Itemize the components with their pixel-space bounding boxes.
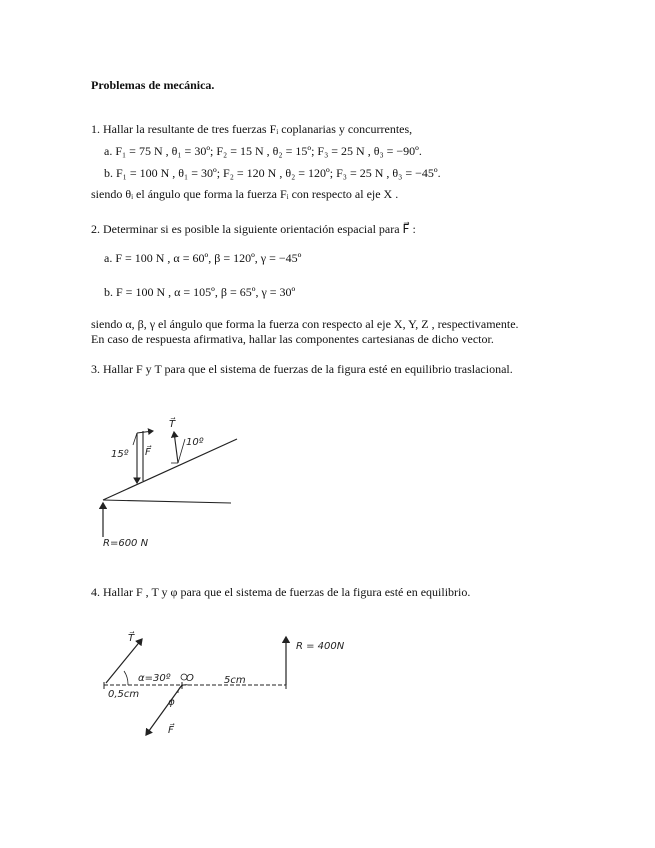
figure-4-label-R: R = 400N — [296, 641, 345, 652]
figure-4-label-O: O — [186, 673, 194, 684]
figure-4-label-alpha: α=30º — [138, 673, 171, 684]
problem-2-item-b: b. F = 100 N , α = 105º, β = 65º, γ = 30º — [104, 285, 296, 299]
figure-3-label-15: 15º — [111, 449, 129, 460]
figure-3-label-T: T⃗ — [169, 419, 176, 430]
problem-2-intro: 2. Determinar si es posible la siguiente orientación espacial para F⃗ : — [91, 222, 416, 236]
problem-2-note-1: siendo α, β, γ el ángulo que forma la fuerza con respecto al eje X, Y, Z , respectivamente. — [91, 317, 519, 331]
figure-4-label-F: F⃗ — [168, 725, 174, 736]
problem-1-item-b: b. F₁ = 100 N , θ₁ = 30º; F₂ = 120 N , θ₂ = 120º; F₃ = 25 N , θ₃ = −45º. — [104, 166, 441, 180]
problem-4-text: 4. Hallar F , T y φ para que el sistema de fuerzas de la figura esté en equilibrio. — [91, 585, 471, 599]
problem-1-note: siendo θᵢ el ángulo que forma la fuerza Fᵢ con respecto al eje X . — [91, 187, 399, 201]
document-title: Problemas de mecánica. — [91, 78, 215, 92]
figure-3-label-10: 10º — [186, 437, 204, 448]
figure-4-label-5: 5cm — [224, 675, 246, 686]
figure-4-label-05: 0,5cm — [108, 689, 140, 700]
figure-3-label-F: F⃗ — [145, 447, 151, 458]
problem-1-item-a: a. F₁ = 75 N , θ₁ = 30º; F₂ = 15 N , θ₂ = 15º; F₃ = 25 N , θ₃ = −90º. — [104, 144, 422, 158]
figure-4-label-T: T⃗ — [128, 633, 135, 644]
problem-2-item-a: a. F = 100 N , α = 60º, β = 120º, γ = −45º — [104, 251, 302, 265]
problem-2-note-2: En caso de respuesta afirmativa, hallar las componentes cartesianas de dicho vector. — [91, 332, 494, 346]
problem-3-figure — [95, 405, 255, 555]
problem-3-text: 3. Hallar F y T para que el sistema de fuerzas de la figura esté en equilibrio traslacional. — [91, 362, 513, 376]
figure-4-label-phi: φ — [168, 697, 175, 708]
figure-3-label-R: R=600 N — [103, 538, 149, 549]
problem-1-intro: 1. Hallar la resultante de tres fuerzas Fᵢ coplanarias y concurrentes, — [91, 122, 413, 136]
problem-4-figure — [98, 625, 378, 750]
